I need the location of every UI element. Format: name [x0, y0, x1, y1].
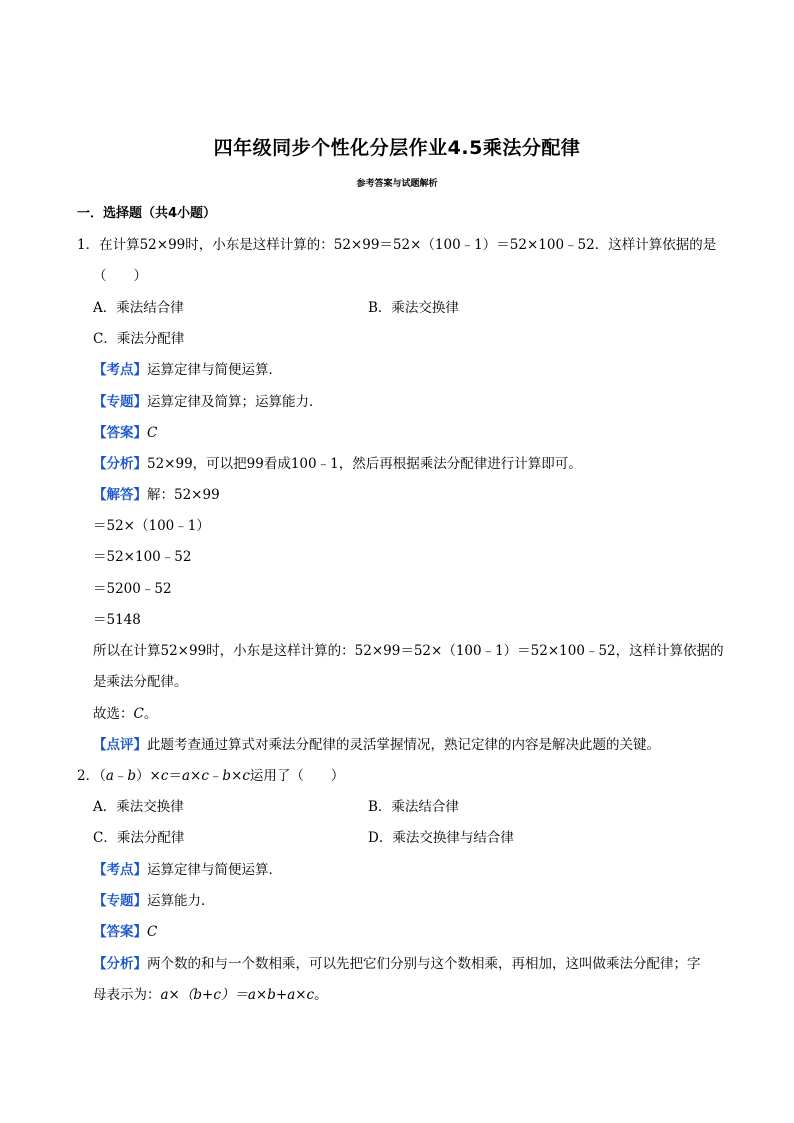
- q2-stem-part: ×: [231, 768, 243, 784]
- q1-dianping: [93, 736, 660, 754]
- q1-kaodian: [93, 361, 282, 379]
- q2-fenxi-line-2: [93, 986, 328, 1004]
- q1-option-c: C．乘法分配律: [93, 331, 185, 347]
- q1-stem-line-2: （ ）: [93, 268, 147, 284]
- q1-choice: [93, 705, 157, 723]
- q2-option-c: C．乘法分配律: [93, 830, 185, 846]
- zhuanti-text: 运算能力．: [147, 893, 215, 909]
- q1-option-a: A．乘法结合律: [93, 300, 184, 316]
- q2-var-a: a: [181, 768, 190, 784]
- q2-zhuanti: [93, 892, 215, 910]
- q1-zhuanti: [93, 393, 323, 411]
- kaodian-text: 运算定律与简便运算．: [147, 862, 282, 878]
- q2-var-a: a: [105, 768, 114, 784]
- daan-tag: 【答案】: [93, 924, 147, 940]
- q1-stem-line-1: 1．在计算52×99时，小东是这样计算的：52×99＝52×（100﹣1）＝52×100﹣52．这样计算依据的是: [77, 237, 717, 253]
- daan-text: C: [147, 425, 158, 441]
- zhuanti-tag: 【专题】: [93, 394, 147, 410]
- formula: a×（b+c）＝a×b+a×c: [160, 987, 315, 1003]
- q2-option-a: A．乘法交换律: [93, 799, 184, 815]
- q2-stem-part: ＝: [168, 768, 182, 784]
- jieda-tag: 【解答】: [93, 487, 147, 503]
- fenxi-text: 两个数的和与一个数相乘，可以先把它们分别与这个数相乘，再相加，这叫做乘法分配律；字: [147, 956, 701, 972]
- q2-option-d: D．乘法交换律与结合律: [368, 830, 514, 846]
- q2-option-b: B．乘法结合律: [368, 799, 459, 815]
- zhuanti-tag: 【专题】: [93, 893, 147, 909]
- q2-stem-part: ×: [190, 768, 202, 784]
- q1-step-1: ＝52×（100﹣1）: [93, 518, 210, 534]
- q2-var-c: c: [242, 768, 250, 784]
- q1-step-2: ＝52×100﹣52: [93, 549, 192, 565]
- q1-step-4: ＝5148: [93, 612, 141, 628]
- fenxi-tag: 【分析】: [93, 456, 147, 472]
- q1-jieda: [93, 486, 220, 504]
- q1-step-3: ＝5200﹣52: [93, 581, 172, 597]
- page-title: 四年级同步个性化分层作业4.5乘法分配律: [213, 137, 581, 159]
- q2-var-c: c: [201, 768, 209, 784]
- daan-tag: 【答案】: [93, 425, 147, 441]
- q2-var-c: c: [160, 768, 169, 784]
- daan-text: C: [147, 924, 158, 940]
- q2-stem-part: 运用了（ ）: [249, 768, 345, 784]
- q2-kaodian: [93, 861, 282, 879]
- kaodian-tag: 【考点】: [93, 362, 147, 378]
- q1-conclusion-line-2: 是乘法分配律。: [93, 674, 188, 690]
- choice-prefix: 故选：: [93, 706, 134, 722]
- q1-daan: [93, 424, 157, 442]
- fenxi-suffix: 。: [314, 987, 328, 1003]
- q1-option-b: B．乘法交换律: [368, 300, 459, 316]
- q2-fenxi: [93, 955, 701, 973]
- dianping-tag: 【点评】: [93, 737, 147, 753]
- q2-stem-part: ﹣: [208, 768, 223, 784]
- choice-letter: C: [133, 706, 144, 722]
- q2-daan: [93, 923, 157, 941]
- fenxi-prefix: 母表示为：: [93, 987, 161, 1003]
- kaodian-tag: 【考点】: [93, 862, 147, 878]
- q2-stem-part: 2．（: [77, 768, 106, 784]
- dianping-text: 此题考查通过算式对乘法分配律的灵活掌握情况，熟记定律的内容是解决此题的关键。: [147, 737, 660, 753]
- kaodian-text: 运算定律与简便运算．: [147, 362, 282, 378]
- q1-conclusion-line-1: 所以在计算52×99时，小东是这样计算的：52×99＝52×（100﹣1）＝52×100﹣52，这样计算依据的: [93, 643, 724, 659]
- q2-stem-part: ）×: [136, 768, 161, 784]
- q2-stem-part: ﹣: [113, 768, 128, 784]
- choice-suffix: 。: [143, 706, 158, 722]
- q2-stem: [77, 767, 344, 785]
- zhuanti-text: 运算定律及简算；运算能力．: [147, 394, 323, 410]
- q2-var-b: b: [127, 768, 137, 784]
- q2-var-b: b: [222, 768, 232, 784]
- section-heading: 一．选择题（共4小题）: [77, 206, 217, 221]
- q1-fenxi: [93, 455, 582, 473]
- page-subtitle: 参考答案与试题解析: [356, 179, 438, 189]
- jieda-text: 解：52×99: [147, 487, 220, 503]
- fenxi-text: 52×99，可以把99看成100﹣1，然后再根据乘法分配律进行计算即可。: [147, 456, 582, 472]
- fenxi-tag: 【分析】: [93, 956, 147, 972]
